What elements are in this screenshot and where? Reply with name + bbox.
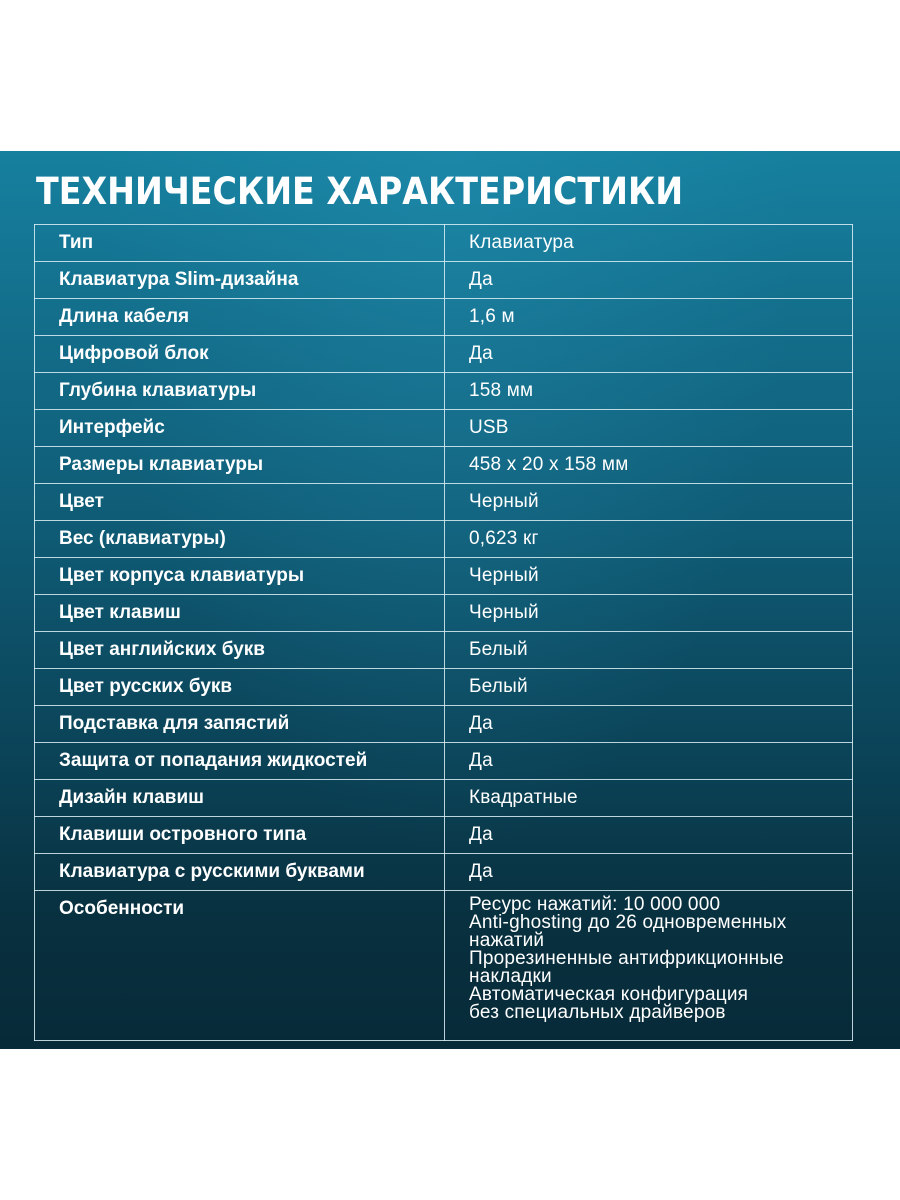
spec-value: Черный	[445, 484, 853, 521]
spec-key: Дизайн клавиш	[35, 780, 445, 817]
table-row	[35, 521, 853, 558]
spec-value: Да	[445, 743, 853, 780]
table-row	[35, 595, 853, 632]
spec-key: Подставка для запястий	[35, 706, 445, 743]
specs-table	[34, 224, 853, 1041]
spec-value: Белый	[445, 632, 853, 669]
spec-key: Цифровой блок	[35, 336, 445, 373]
spec-value: Белый	[445, 669, 853, 706]
feature-line: Автоматическая конфигурация	[469, 984, 749, 1005]
spec-key: Длина кабеля	[35, 299, 445, 336]
spec-value: USB	[445, 410, 853, 447]
spec-value: Черный	[445, 595, 853, 632]
spec-value: Квадратные	[445, 780, 853, 817]
table-row	[35, 706, 853, 743]
spec-key: Тип	[35, 225, 445, 262]
table-row	[35, 336, 853, 373]
spec-key: Размеры клавиатуры	[35, 447, 445, 484]
spec-value: Клавиатура	[445, 225, 853, 262]
table-row	[35, 447, 853, 484]
features-list	[445, 891, 853, 1041]
table-row	[35, 558, 853, 595]
specs-panel	[0, 151, 900, 1049]
feature-line: Прорезиненные антифрикционные	[469, 948, 784, 969]
table-row	[35, 817, 853, 854]
spec-key: Цвет	[35, 484, 445, 521]
feature-line: без специальных драйверов	[469, 1002, 726, 1023]
spec-key: Цвет английских букв	[35, 632, 445, 669]
spec-key: Цвет клавиш	[35, 595, 445, 632]
spec-value: Да	[445, 854, 853, 891]
table-row	[35, 373, 853, 410]
spec-key: Цвет корпуса клавиатуры	[35, 558, 445, 595]
spec-key: Цвет русских букв	[35, 669, 445, 706]
table-row	[35, 299, 853, 336]
feature-line: нажатий	[469, 930, 545, 951]
spec-value: 158 мм	[445, 373, 853, 410]
feature-line: Ресурс нажатий: 10 000 000	[469, 894, 721, 915]
feature-line: накладки	[469, 966, 552, 987]
spec-value: Да	[445, 262, 853, 299]
page-title: ТЕХНИЧЕСКИЕ ХАРАКТЕРИСТИКИ	[36, 170, 684, 213]
table-row	[35, 484, 853, 521]
table-row	[35, 669, 853, 706]
table-row	[35, 410, 853, 447]
table-row	[35, 743, 853, 780]
spec-value: Да	[445, 336, 853, 373]
spec-value: 458 х 20 х 158 мм	[445, 447, 853, 484]
table-row	[35, 632, 853, 669]
table-row-features	[35, 891, 853, 1041]
table-row	[35, 225, 853, 262]
spec-key: Интерфейс	[35, 410, 445, 447]
spec-value: Черный	[445, 558, 853, 595]
spec-key: Клавиатура с русскими буквами	[35, 854, 445, 891]
spec-value: Да	[445, 817, 853, 854]
spec-key: Вес (клавиатуры)	[35, 521, 445, 558]
spec-key: Клавиши островного типа	[35, 817, 445, 854]
spec-value: 0,623 кг	[445, 521, 853, 558]
spec-key: Глубина клавиатуры	[35, 373, 445, 410]
spec-value: Да	[445, 706, 853, 743]
table-row	[35, 262, 853, 299]
spec-value: 1,6 м	[445, 299, 853, 336]
spec-key: Особенности	[35, 891, 445, 1041]
table-row	[35, 854, 853, 891]
spec-key: Клавиатура Slim-дизайна	[35, 262, 445, 299]
spec-key: Защита от попадания жидкостей	[35, 743, 445, 780]
feature-line: Anti-ghosting до 26 одновременных	[469, 912, 787, 933]
table-row	[35, 780, 853, 817]
